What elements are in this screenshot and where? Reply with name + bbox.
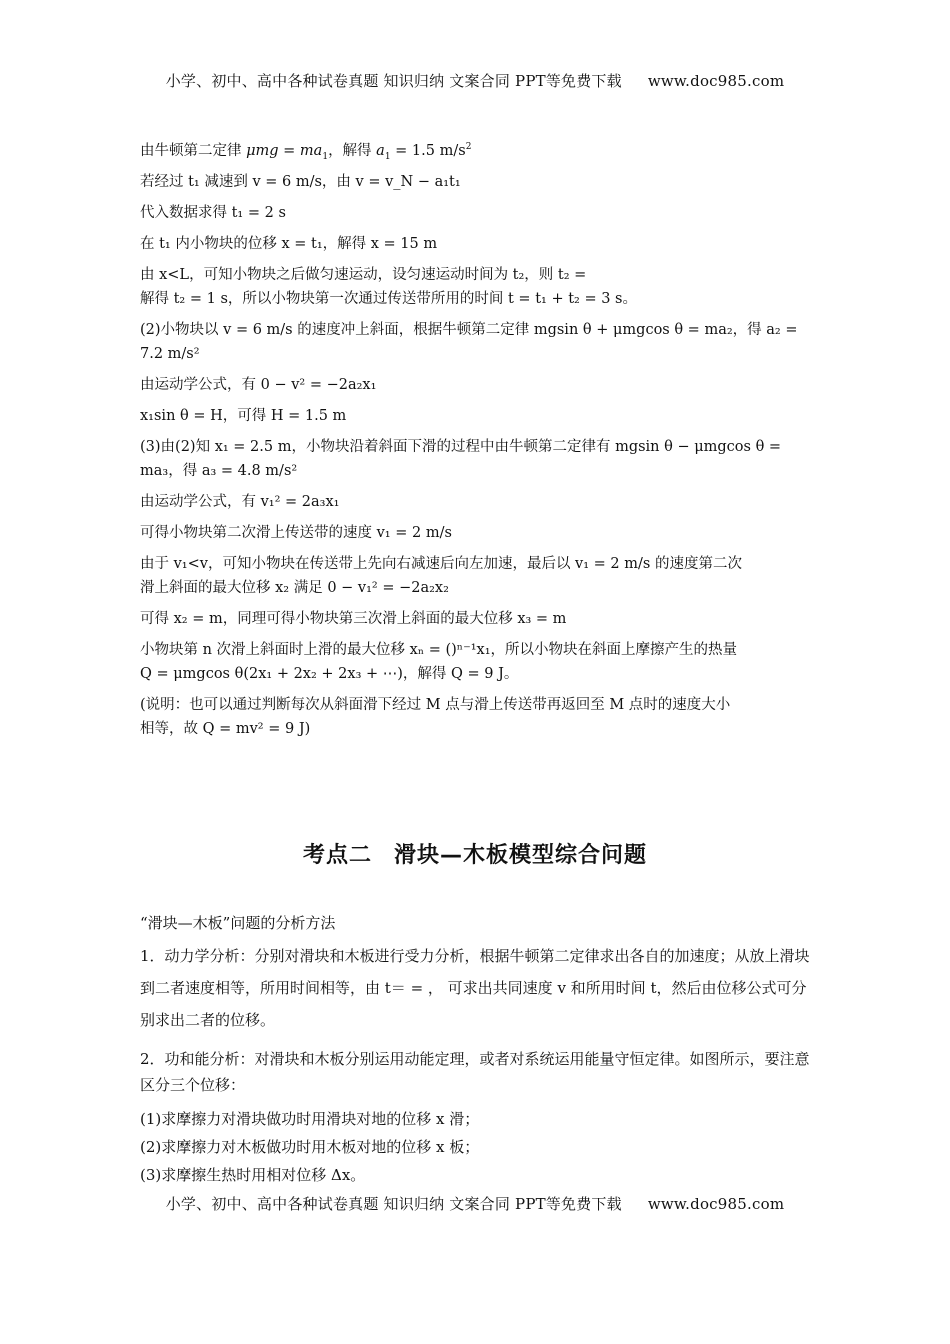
method-item-1: (1)求摩擦力对滑块做功时用滑块对地的位移 x 滑； xyxy=(140,1110,480,1128)
solution-line-15: 由于 v₁<v，可知小物块在传送带上先向右减速后向左加速，最后以 v₁ = 2 m/s 的速度第二次 xyxy=(140,556,742,572)
solution-line-16: 滑上斜面的最大位移 x₂ 满足 0 − v₁² = −2a₂x₂ xyxy=(140,580,449,596)
method-item-3: (3)求摩擦生热时用相对位移 Δx。 xyxy=(140,1166,366,1184)
solution-line-19: Q = μmgcos θ(2x₁ + 2x₂ + 2x₃ + ⋯)，解得 Q = 9 J。 xyxy=(140,666,519,682)
footer-url[interactable]: www.doc985.com xyxy=(647,1195,785,1213)
page-footer xyxy=(0,1193,950,1214)
solution-line-3: 代入数据求得 t₁ = 2 s xyxy=(140,205,286,221)
solution-line-14: 可得小物块第二次滑上传送带的速度 v₁ = 2 m/s xyxy=(140,525,452,541)
solution-line-9: 由运动学公式，有 0 − v² = −2a₂x₁ xyxy=(140,377,377,393)
solution-line-2: 若经过 t₁ 减速到 v = 6 m/s，由 v = v_N − a₁t₁ xyxy=(140,174,461,190)
method-dynamics: 1．动力学分析：分别对滑块和木板进行受力分析，根据牛顿第二定律求出各自的加速度；从放上滑块到二者速度相等，所用时间相等，由 t＝ = ， 可求出共同速度 v 和所用时间 t，然后由位移公式可分别求出二者的位移。 xyxy=(140,947,810,1029)
solution-line-20: (说明：也可以通过判断每次从斜面滑下经过 M 点与滑上传送带再返回至 M 点时的速度大小 xyxy=(140,697,731,713)
header-text: 小学、初中、高中各种试卷真题 知识归纳 文案合同 PPT等免费下载 xyxy=(165,72,622,90)
solution-line-17: 可得 x₂ = m，同理可得小物块第三次滑上斜面的最大位移 x₃ = m xyxy=(140,611,567,627)
solution-line-4: 在 t₁ 内小物块的位移 x = t₁，解得 x = 15 m xyxy=(140,236,438,252)
solution-line-8: 7.2 m/s² xyxy=(140,346,200,362)
footer-text: 小学、初中、高中各种试卷真题 知识归纳 文案合同 PPT等免费下载 xyxy=(165,1195,622,1213)
section-title xyxy=(0,838,950,869)
header-url[interactable]: www.doc985.com xyxy=(647,72,785,90)
solution-line-10: x₁sin θ = H，可得 H = 1.5 m xyxy=(140,408,347,424)
solution-line-7: (2)小物块以 v = 6 m/s 的速度冲上斜面，根据牛顿第二定律 mgsin θ + μmgcos θ = ma₂，得 a₂ = xyxy=(140,322,798,338)
method-heading: “滑块—木板”问题的分析方法 xyxy=(140,914,336,932)
solution-body xyxy=(140,140,812,749)
solution-line-21: 相等，故 Q = mv² = 9 J) xyxy=(140,721,311,737)
solution-line-13: 由运动学公式，有 v₁² = 2a₃x₁ xyxy=(140,494,340,510)
page-header xyxy=(0,70,950,91)
method-item-2: (2)求摩擦力对木板做功时用木板对地的位移 x 板； xyxy=(140,1138,480,1156)
method-energy: 2．功和能分析：对滑块和木板分别运用动能定理，或者对系统运用能量守恒定律。如图所示，要注意区分三个位移： xyxy=(140,1050,810,1094)
method-section xyxy=(140,912,812,1192)
solution-line-6: 解得 t₂ = 1 s，所以小物块第一次通过传送带所用的时间 t = t₁ + t₂ = 3 s。 xyxy=(140,291,637,307)
solution-line-1: 由牛顿第二定律 $\mu mg = ma_1$，解得 $a_1 = 1.5$ $m/s^2$ xyxy=(140,142,472,162)
section-title-text: 滑块—木板模型综合问题 xyxy=(394,843,648,868)
solution-line-11: (3)由(2)知 x₁ = 2.5 m，小物块沿着斜面下滑的过程中由牛顿第二定律有 mgsin θ − μmgcos θ = xyxy=(140,439,782,455)
section-title-number: 考点二 xyxy=(302,843,372,868)
solution-line-18: 小物块第 n 次滑上斜面时上滑的最大位移 xₙ = ()ⁿ⁻¹x₁，所以小物块在斜面上摩擦产生的热量 xyxy=(140,642,738,658)
solution-line-12: ma₃，得 a₃ = 4.8 m/s² xyxy=(140,463,298,479)
solution-line-5: 由 x<L，可知小物块之后做匀速运动，设匀速运动时间为 t₂，则 t₂ = xyxy=(140,267,587,283)
